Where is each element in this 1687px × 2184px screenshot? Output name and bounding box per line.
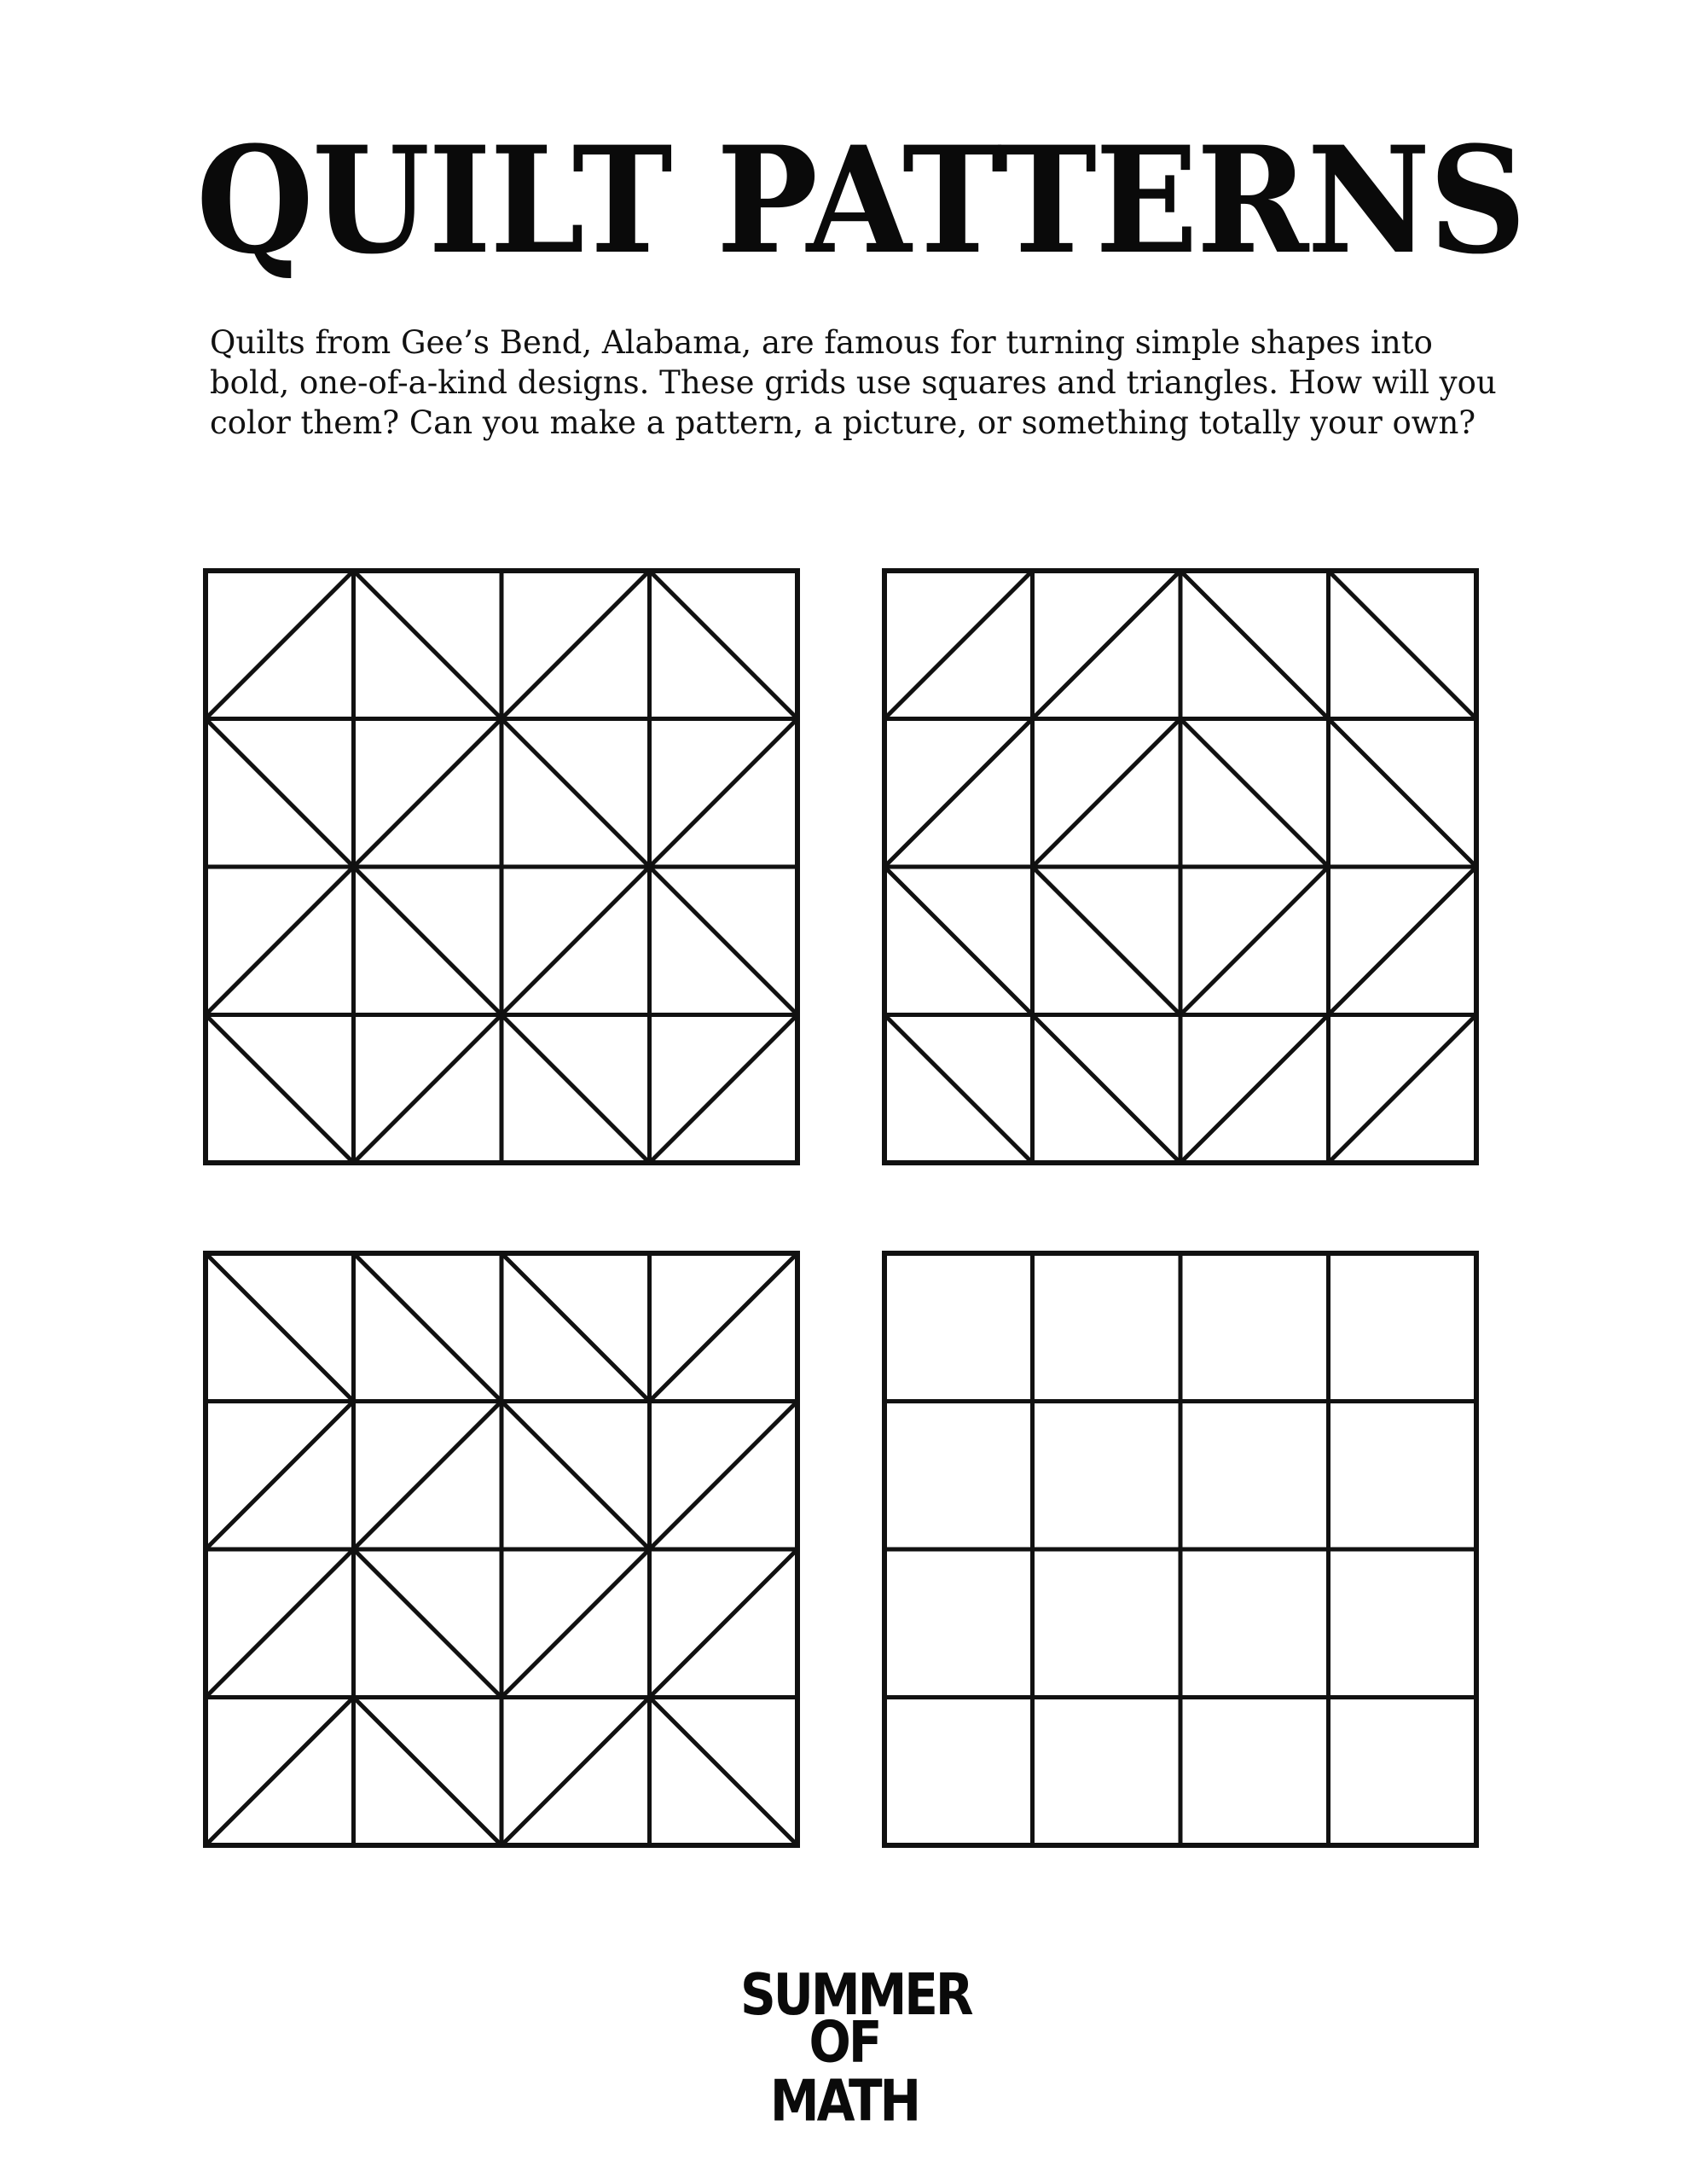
- quilt-cell: [884, 1549, 1033, 1698]
- quilt-diagonal: [501, 867, 650, 1015]
- quilt-diagonal: [1033, 571, 1181, 719]
- quilt-diagonal: [650, 571, 798, 719]
- quilt-diagonal: [650, 719, 798, 868]
- quilt-diagonal: [650, 1402, 798, 1550]
- quilt-cell: [1033, 1253, 1181, 1402]
- quilt-diagonal: [1180, 1015, 1329, 1164]
- quilt-diagonal: [206, 1698, 354, 1846]
- intro-line: color them? Can you make a pattern, a picture, or something totally your own?: [210, 404, 1476, 441]
- quilt-diagonal: [206, 1015, 354, 1164]
- quilt-diagonal: [501, 1549, 650, 1698]
- quilt-diagonal: [501, 571, 650, 719]
- quilt-diagonal: [884, 1015, 1033, 1164]
- quilt-cell: [1180, 1698, 1329, 1846]
- quilt-grid-2: [881, 567, 1480, 1166]
- quilt-grid-2-drawing: [881, 567, 1480, 1166]
- quilt-diagonal: [354, 1549, 502, 1698]
- page-title: QUILT PATTERNS: [196, 113, 1525, 287]
- quilt-diagonal: [884, 867, 1033, 1015]
- quilt-diagonal: [1329, 571, 1477, 719]
- quilt-cell: [1329, 1402, 1477, 1550]
- quilt-diagonal: [1180, 867, 1329, 1015]
- quilt-diagonal: [206, 867, 354, 1015]
- quilt-cell: [1180, 1402, 1329, 1550]
- quilt-grid-1-drawing: [202, 567, 801, 1166]
- quilt-cell: [1033, 1402, 1181, 1550]
- quilt-cell: [1329, 1549, 1477, 1698]
- quilt-diagonal: [1033, 1015, 1181, 1164]
- quilt-grid-4-drawing: [881, 1250, 1480, 1849]
- logo-line: SUMMER: [740, 1960, 971, 2029]
- quilt-diagonal: [501, 1015, 650, 1164]
- quilt-grid-3: [202, 1250, 801, 1849]
- intro-paragraph: [210, 322, 1506, 443]
- quilt-diagonal: [1180, 571, 1329, 719]
- quilt-diagonal: [884, 719, 1033, 868]
- quilt-cell: [1329, 1698, 1477, 1846]
- quilt-diagonal: [501, 1253, 650, 1402]
- quilt-diagonal: [206, 1253, 354, 1402]
- quilt-cell: [884, 1253, 1033, 1402]
- quilt-diagonal: [206, 571, 354, 719]
- quilt-grid-3-drawing: [202, 1250, 801, 1849]
- quilt-diagonal: [1033, 867, 1181, 1015]
- quilt-diagonal: [1329, 1015, 1477, 1164]
- quilt-diagonal: [501, 719, 650, 868]
- quilt-grid-1: [202, 567, 801, 1166]
- quilt-diagonal: [354, 571, 502, 719]
- quilt-cell: [884, 1698, 1033, 1846]
- quilt-diagonal: [354, 1698, 502, 1846]
- quilt-diagonal: [1180, 719, 1329, 868]
- quilt-diagonal: [650, 1698, 798, 1846]
- quilt-diagonal: [501, 1402, 650, 1550]
- quilt-diagonal: [650, 1253, 798, 1402]
- quilt-cell: [1180, 1549, 1329, 1698]
- quilt-diagonal: [650, 867, 798, 1015]
- quilt-grid-4: [881, 1250, 1480, 1849]
- quilt-diagonal: [354, 1015, 502, 1164]
- quilt-diagonal: [501, 1698, 650, 1846]
- summer-of-math-logo: [740, 1960, 971, 2135]
- quilt-diagonal: [1329, 867, 1477, 1015]
- quilt-cell: [884, 1402, 1033, 1550]
- quilt-diagonal: [354, 1253, 502, 1402]
- quilt-diagonal: [354, 1402, 502, 1550]
- quilt-cell: [1180, 1253, 1329, 1402]
- logo-line: OF MATH: [769, 2008, 919, 2135]
- intro-line: Quilts from Gee’s Bend, Alabama, are famous for turning simple shapes into: [210, 324, 1433, 361]
- quilt-diagonal: [354, 867, 502, 1015]
- intro-line: bold, one-of-a-kind designs. These grids use squares and triangles. How will you: [210, 364, 1497, 401]
- quilt-cell: [1033, 1549, 1181, 1698]
- quilt-diagonal: [884, 571, 1033, 719]
- quilt-diagonal: [650, 1015, 798, 1164]
- quilt-cell: [1329, 1253, 1477, 1402]
- quilt-diagonal: [1033, 719, 1181, 868]
- quilt-diagonal: [354, 719, 502, 868]
- quilt-diagonal: [206, 719, 354, 868]
- quilt-diagonal: [650, 1549, 798, 1698]
- quilt-diagonal: [206, 1402, 354, 1550]
- quilt-diagonal: [1329, 719, 1477, 868]
- quilt-cell: [1033, 1698, 1181, 1846]
- quilt-diagonal: [206, 1549, 354, 1698]
